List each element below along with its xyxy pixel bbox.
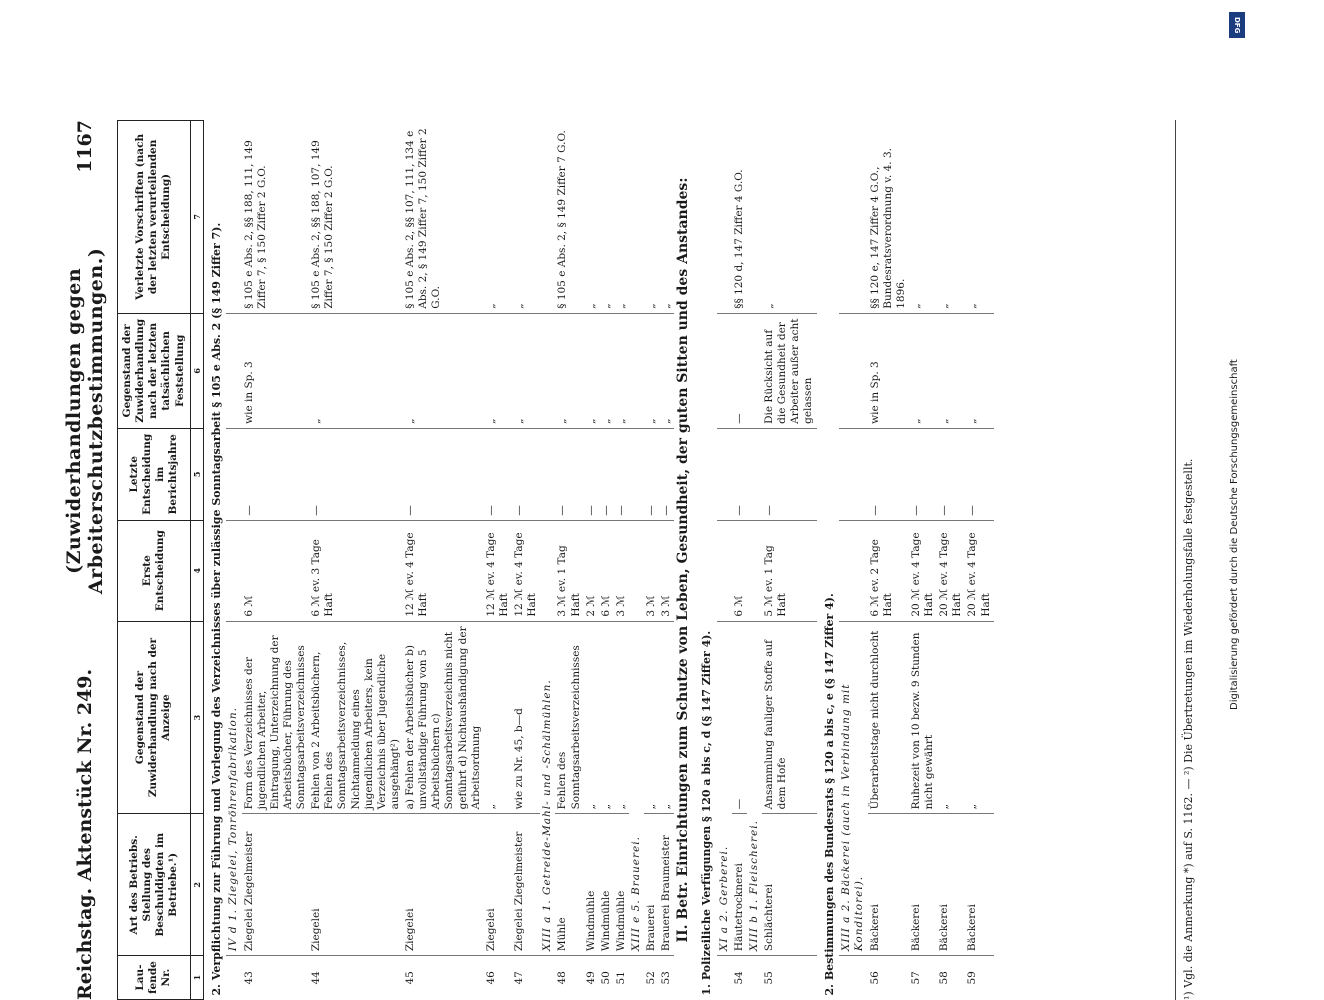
established-fact: Die Rücksicht auf die Gesundheit der Arbeiter außer acht gelassen — [762, 313, 817, 428]
empty-cell — [717, 121, 732, 314]
digitization-credit — [1227, 10, 1249, 990]
violation-subject: Form des Verzeichnisses der jugendlichen Arbeiter, Eintragung, Unterzeichnung der Arbeitsbücher, Führung des Sonntagsarbeitsverzeichnisses — [242, 621, 310, 814]
established-fact: „ — [599, 313, 614, 428]
group-label: XIII a 2. Bäckerei (auch in Verbindung mit Konditorei). — [839, 621, 867, 955]
section-ii-title: II. Betr. Einrichtungen zum Schutze von Leben, Gesundheit, der guten Sitten und des Anstandes: — [675, 177, 692, 943]
empty-cell — [226, 520, 241, 621]
empty-cell — [540, 520, 555, 621]
violation-subject: Überarbeitstage nicht durchlocht — [868, 621, 909, 814]
empty-cell — [839, 428, 867, 520]
violated-rules: „ — [909, 121, 937, 314]
col-number: 4 — [190, 520, 203, 621]
business-type: Ziegelei Ziegelmeister — [512, 814, 540, 956]
col-number: 7 — [190, 121, 203, 314]
group-label: XIII b 1. Fleischerei. — [747, 621, 762, 955]
established-fact: „ — [555, 313, 583, 428]
last-decision: — — [762, 428, 817, 520]
empty-cell — [629, 520, 644, 621]
col-header: Erste Entscheidung — [118, 520, 191, 621]
business-type: Brauerei Braumeister — [659, 814, 674, 956]
empty-cell — [717, 956, 732, 1000]
header-left: Reichstag. Aktenstück Nr. 249. — [74, 668, 96, 1000]
subsection-1-title — [694, 121, 717, 1000]
column-number-row — [190, 121, 203, 1000]
col-number: 2 — [190, 814, 203, 956]
row-number: 53 — [660, 971, 673, 985]
business-type: Windmühle — [614, 814, 629, 956]
business-type: Bäckerei — [965, 814, 993, 956]
group-row — [839, 121, 867, 1000]
table-row — [762, 121, 817, 1000]
empty-cell — [717, 428, 732, 520]
footnote: ¹) Vgl. die Anmerkung *) auf S. 1162. — ²) Die Übertretungen im Wiederholungsfalle festgestellt. — [1175, 120, 1195, 1000]
empty-cell — [839, 121, 867, 314]
business-type: Brauerei — [644, 814, 659, 956]
row-number: 48 — [556, 971, 569, 985]
subsection-2-title — [817, 121, 840, 1000]
table-row — [584, 121, 599, 1000]
violation-subject: „ — [644, 621, 659, 814]
last-decision: — — [403, 428, 484, 520]
table-row — [937, 121, 965, 1000]
section-ii-row — [674, 121, 694, 1000]
first-decision: 3 ℳ ev. 1 Tag Haft — [555, 520, 583, 621]
business-type: Ziegelei — [403, 814, 484, 956]
table-row — [868, 121, 909, 1000]
violation-subject: „ — [599, 621, 614, 814]
violated-rules: „ — [937, 121, 965, 314]
last-decision: — — [937, 428, 965, 520]
row-number: 47 — [513, 971, 525, 985]
empty-cell — [747, 313, 762, 428]
table-row — [644, 121, 659, 1000]
row-number: 55 — [763, 971, 775, 985]
empty-cell — [747, 520, 762, 621]
business-type: Windmühle — [599, 814, 614, 956]
established-fact: „ — [484, 313, 512, 428]
empty-cell — [540, 428, 555, 520]
first-decision: 6 ℳ ev. 3 Tage Haft — [309, 520, 403, 621]
row-number: 49 — [584, 971, 597, 985]
table-row — [242, 121, 310, 1000]
established-fact: „ — [909, 313, 937, 428]
group-label: IV d 1. Ziegelei, Tonröhrenfabrikation. — [226, 621, 241, 955]
last-decision: — — [868, 428, 909, 520]
empty-cell — [540, 121, 555, 314]
table-row — [512, 121, 540, 1000]
page-header — [55, 120, 115, 1000]
violation-subject: „ — [584, 621, 599, 814]
violation-subject: — — [732, 621, 747, 814]
empty-cell — [747, 956, 762, 1000]
established-fact: „ — [614, 313, 629, 428]
row-number: 52 — [645, 971, 658, 985]
credit-text: Digitalisierung gefördert durch die Deutsche Forschungsgemeinschaft — [1229, 359, 1240, 710]
business-type: Ziegelei Ziegelmeister — [242, 814, 310, 956]
established-fact: „ — [512, 313, 540, 428]
col-header: Art des Betriebs. Stellung des Beschuldigten im Betriebe.¹) — [118, 814, 191, 956]
empty-cell — [226, 313, 241, 428]
column-header-row — [118, 121, 191, 1000]
violated-rules: „ — [614, 121, 629, 314]
business-type: Bäckerei — [909, 814, 937, 956]
violated-rules: „ — [484, 121, 512, 314]
col-header: Gegenstand der Zuwiderhandlung nach der letzten tatsächlichen Feststellung — [118, 313, 191, 428]
empty-cell — [540, 313, 555, 428]
last-decision: — — [309, 428, 403, 520]
violated-rules: §§ 120 e, 147 Ziffer 4 G.O., Bundesratsverordnung v. 4. 3. 1896. — [868, 121, 909, 314]
row-number: 59 — [966, 971, 979, 985]
established-fact: „ — [937, 313, 965, 428]
col-number: 1 — [190, 956, 203, 1000]
group-label: XIII a 1. Getreide-Mahl- und -Schälmühlen. — [540, 621, 555, 955]
business-type: Schlächterei — [762, 814, 817, 956]
col-number: 6 — [190, 313, 203, 428]
col-header: Lau-fende Nr. — [118, 956, 191, 1000]
table-row — [732, 121, 747, 1000]
violated-rules: „ — [965, 121, 993, 314]
page-number: 1167 — [74, 120, 96, 173]
first-decision: 12 ℳ ev. 4 Tage Haft — [512, 520, 540, 621]
group-row — [747, 121, 762, 1000]
group-row — [629, 121, 644, 1000]
violated-rules: §§ 120 d, 147 Ziffer 4 G.O. — [732, 121, 747, 314]
table-row — [659, 121, 674, 1000]
first-decision: 20 ℳ ev. 4 Tage Haft — [965, 520, 993, 621]
col-header: Verletzte Vorschriften (nach der letzten verurteilenden Entscheidung) — [118, 121, 191, 314]
first-decision: 12 ℳ ev. 4 Tage Haft — [484, 520, 512, 621]
table-row — [309, 121, 403, 1000]
violated-rules: § 105 e Abs. 2, §§ 107, 111, 134 e Abs. 2, § 149 Ziffer 7, 150 Ziffer 2 G.O. — [403, 121, 484, 314]
last-decision: — — [512, 428, 540, 520]
col-number: 5 — [190, 428, 203, 520]
violated-rules: „ — [762, 121, 817, 314]
table-row — [909, 121, 937, 1000]
established-fact: „ — [965, 313, 993, 428]
business-type: Bäckerei — [937, 814, 965, 956]
business-type: Mühle — [555, 814, 583, 956]
row-number: 50 — [599, 971, 612, 985]
last-decision: — — [644, 428, 659, 520]
business-type: Ziegelei — [484, 814, 512, 956]
table-body — [203, 121, 994, 1000]
row-number: 46 — [484, 971, 497, 985]
table-row — [403, 121, 484, 1000]
empty-cell — [717, 520, 732, 621]
group-row — [226, 121, 241, 1000]
first-decision: 5 ℳ ev. 1 Tag Haft — [762, 520, 817, 621]
row-number: 57 — [909, 971, 922, 985]
row-number: 45 — [404, 971, 416, 985]
last-decision: — — [659, 428, 674, 520]
violated-rules: „ — [512, 121, 540, 314]
violation-subject: „ — [659, 621, 674, 814]
first-decision: 20 ℳ ev. 4 Tage Haft — [937, 520, 965, 621]
last-decision: — — [584, 428, 599, 520]
empty-cell — [839, 520, 867, 621]
last-decision: — — [732, 428, 747, 520]
empty-cell — [226, 121, 241, 314]
violations-table — [117, 120, 994, 1000]
rotated-page-content — [55, 100, 1255, 1000]
first-decision: 3 ℳ — [659, 520, 674, 621]
violation-subject: „ — [614, 621, 629, 814]
violation-subject: a) Fehlen der Arbeitsbücher b) unvollständige Führung von 5 Arbeitsbüchern c) Sonntagsarbeitsverzeichnis nicht geführt d) Nichtaushändigung der Arbeitsordnung — [403, 621, 484, 814]
violation-subject: Fehlen von 2 Arbeitsbüchern, Fehlen des Sonntagsarbeitsverzeichnisses, Nichtanmeldung eines jugendlichen Arbeiters, kein Verzeichnis über Jugendliche ausgehängt²) — [309, 621, 403, 814]
last-decision: — — [242, 428, 310, 520]
last-decision: — — [555, 428, 583, 520]
violation-subject: Fehlen des Sonntagsarbeitsverzeichnisses — [555, 621, 583, 814]
first-decision: 3 ℳ — [614, 520, 629, 621]
first-decision: 6 ℳ — [242, 520, 310, 621]
col-number: 3 — [190, 621, 203, 814]
last-decision: — — [484, 428, 512, 520]
table-row — [965, 121, 993, 1000]
established-fact: „ — [644, 313, 659, 428]
last-decision: — — [909, 428, 937, 520]
established-fact: wie in Sp. 3 — [868, 313, 909, 428]
first-decision: 6 ℳ — [599, 520, 614, 621]
col-header: Gegenstand der Zuwiderhandlung nach der Anzeige — [118, 621, 191, 814]
section-2-title — [203, 121, 226, 1000]
header-center: (Zuwiderhandlungen gegen Arbeiterschutzbestimmungen.) — [63, 247, 107, 595]
violation-subject: „ — [937, 621, 965, 814]
established-fact: „ — [309, 313, 403, 428]
group-label: XIII e 5. Brauerei. — [629, 621, 644, 955]
violated-rules: § 105 e Abs. 2, §§ 188, 107, 149 Ziffer 7, § 150 Ziffer 2 G.O. — [309, 121, 403, 314]
row-number: 43 — [242, 971, 255, 985]
empty-cell — [226, 428, 241, 520]
business-type: Bäckerei — [868, 814, 909, 956]
violated-rules: „ — [599, 121, 614, 314]
last-decision: — — [614, 428, 629, 520]
first-decision: 3 ℳ — [644, 520, 659, 621]
violated-rules: § 105 e Abs. 2, §§ 188, 111, 149 Ziffer 7, § 150 Ziffer 2 G.O. — [242, 121, 310, 314]
established-fact: — — [732, 313, 747, 428]
established-fact: „ — [403, 313, 484, 428]
first-decision: 2 ℳ — [584, 520, 599, 621]
table-row — [555, 121, 583, 1000]
violation-subject: wie zu Nr. 45, b—d — [512, 621, 540, 814]
row-number: 58 — [938, 971, 951, 985]
business-type: Häutetrocknerei — [732, 814, 747, 956]
empty-cell — [629, 313, 644, 428]
last-decision: — — [965, 428, 993, 520]
empty-cell — [629, 956, 644, 1000]
table-row — [614, 121, 629, 1000]
empty-cell — [629, 121, 644, 314]
row-number: 44 — [310, 971, 323, 985]
last-decision: — — [599, 428, 614, 520]
business-type: Windmühle — [584, 814, 599, 956]
violated-rules: „ — [644, 121, 659, 314]
table-row — [599, 121, 614, 1000]
empty-cell — [747, 121, 762, 314]
violated-rules: „ — [584, 121, 599, 314]
violation-subject: Ansammlung fauliger Stoffe auf dem Hofe — [762, 621, 817, 814]
violation-subject: „ — [965, 621, 993, 814]
group-row — [717, 121, 732, 1000]
group-label: XI a 2. Gerberei. — [717, 621, 732, 955]
empty-cell — [717, 313, 732, 428]
empty-cell — [540, 956, 555, 1000]
table-row — [484, 121, 512, 1000]
row-number: 51 — [614, 971, 627, 985]
business-type: Ziegelei — [309, 814, 403, 956]
subsection-2-title-text: 2. Bestimmungen des Bundesrats § 120 a bis c, e (§ 147 Ziffer 4). — [822, 593, 836, 996]
established-fact: „ — [659, 313, 674, 428]
dfg-logo: DFG — [1229, 12, 1245, 38]
empty-cell — [839, 313, 867, 428]
row-number: 56 — [868, 971, 881, 985]
empty-cell — [629, 428, 644, 520]
established-fact: wie in Sp. 3 — [242, 313, 310, 428]
col-header: Letzte Entscheidung im Berichtsjahre — [118, 428, 191, 520]
established-fact: „ — [584, 313, 599, 428]
group-row — [540, 121, 555, 1000]
empty-cell — [839, 956, 867, 1000]
violation-subject: Ruhezeit von 10 bezw. 9 Stunden nicht gewährt — [909, 621, 937, 814]
section-2-title-text: 2. Verpflichtung zur Führung und Vorlegung des Verzeichnisses über zulässige Sonntagsarbeit § 105 e Abs. 2 (§ 149 Ziffer 7). — [209, 222, 223, 996]
subsection-1-title-text: 1. Polizeiliche Verfügungen § 120 a bis c, d (§ 147 Ziffer 4). — [699, 630, 713, 996]
document-page — [55, 0, 1255, 1000]
row-number: 54 — [732, 971, 745, 985]
first-decision: 20 ℳ ev. 4 Tage Haft — [909, 520, 937, 621]
first-decision: 6 ℳ ev. 2 Tage Haft — [868, 520, 909, 621]
empty-cell — [747, 428, 762, 520]
first-decision: 6 ℳ — [732, 520, 747, 621]
violated-rules: § 105 e Abs. 2, § 149 Ziffer 7 G.O. — [555, 121, 583, 314]
violated-rules: „ — [659, 121, 674, 314]
empty-cell — [226, 956, 241, 1000]
violation-subject: „ — [484, 621, 512, 814]
first-decision: 12 ℳ ev. 4 Tage Haft — [403, 520, 484, 621]
